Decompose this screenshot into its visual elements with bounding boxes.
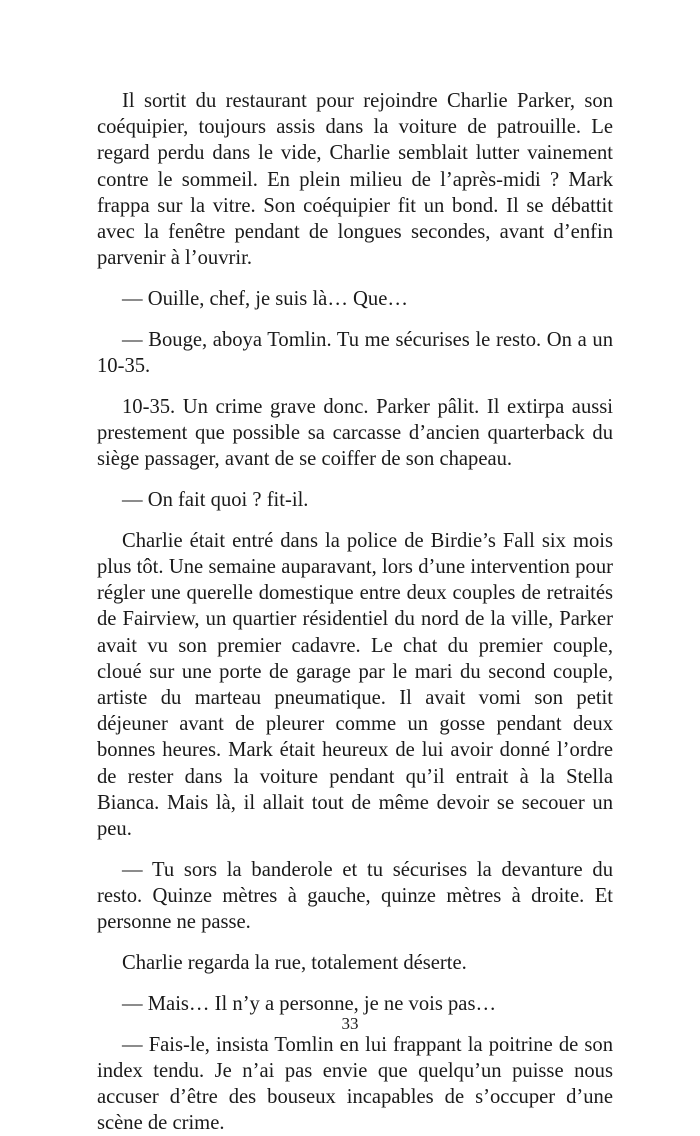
paragraph-7: — Tu sors la banderole et tu sécurises la devanture du resto. Quinze mètres à gauche, quinze mètres à droite. Et personne ne passe.: [97, 858, 613, 934]
paragraph-9: — Mais… Il n’y a personne, je ne vois pas…: [122, 992, 497, 1015]
paragraph-1: Il sortit du restaurant pour rejoindre Charlie Parker, son coéquipier, toujours assis dans la voiture de patrouille. Le regard perdu dans le vide, Charlie semblait lutter vainement contre le sommeil. En plein milieu de l’après-midi ? Mark frappa sur la vitre. Son coéquipier fit un bond. Il se débattit avec la fenêtre pendant de longues secondes, avant d’enfin parvenir à l’ouvrir.: [97, 90, 613, 270]
paragraph-2: — Ouille, chef, je suis là… Que…: [122, 288, 408, 311]
paragraph-10: — Fais-le, insista Tomlin en lui frappant la poitrine de son index tendu. Je n’ai pas envie que quelqu’un puisse nous accuser d’être des bouseux incapables de s’occuper d’une scène de crime.: [97, 1033, 613, 1135]
paragraph-8: Charlie regarda la rue, totalement déserte.: [122, 952, 467, 975]
page-number: 33: [341, 1014, 359, 1033]
paragraph-5: — On fait quoi ? fit-il.: [122, 489, 309, 512]
paragraph-6: Charlie était entré dans la police de Birdie’s Fall six mois plus tôt. Une semaine auparavant, lors d’une intervention pour régler une querelle domestique entre deux couples de retraités de Fairview, un quartier résidentiel du nord de la ville, Parker avait vu son premier cadavre. Le chat du premier couple, cloué sur une porte de garage par le mari du second couple, artiste du marteau pneumatique. Il avait vomi son petit déjeuner avant de pleurer comme un gosse pendant deux bonnes heures. Mark était heureux de lui avoir donné l’ordre de rester dans la voiture pendant qu’il entrait à la Stella Bianca. Mais là, il allait tout de même devoir se secouer un peu.: [97, 529, 613, 841]
paragraph-3: — Bouge, aboya Tomlin. Tu me sécurises le resto. On a un 10-35.: [97, 328, 613, 378]
paragraph-4: 10-35. Un crime grave donc. Parker pâlit. Il extirpa aussi prestement que possible sa carcasse d’ancien quarterback du siège passager, avant de se coiffer de son chapeau.: [97, 395, 613, 471]
page-body: [97, 88, 613, 1136]
